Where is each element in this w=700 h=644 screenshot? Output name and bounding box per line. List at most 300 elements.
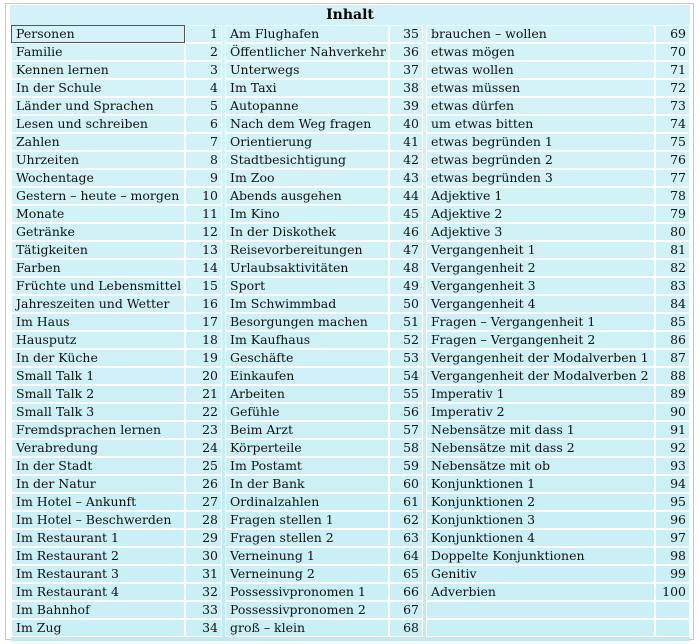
- toc-topic: Adverbien: [426, 583, 655, 601]
- toc-page-number: 95: [655, 493, 690, 511]
- toc-topic: Stadtbesichtigung: [225, 151, 389, 169]
- toc-page-number: 91: [655, 421, 690, 439]
- toc-row: [426, 529, 690, 547]
- toc-topic: In der Stadt: [11, 457, 185, 475]
- toc-row: [426, 43, 690, 61]
- toc-topic: Arbeiten: [225, 385, 389, 403]
- toc-topic: Small Talk 3: [11, 403, 185, 421]
- toc-topic: Konjunktionen 1: [426, 475, 655, 493]
- toc-page-number: 15: [185, 277, 222, 295]
- toc-row: [11, 493, 222, 511]
- toc-topic: etwas begründen 3: [426, 169, 655, 187]
- toc-topic: Im Kino: [225, 205, 389, 223]
- toc-row: [225, 331, 423, 349]
- toc-topic: Autopanne: [225, 97, 389, 115]
- toc-page-number: 30: [185, 547, 222, 565]
- toc-topic: Im Zug: [11, 619, 185, 637]
- toc-row: [426, 313, 690, 331]
- toc-topic: Konjunktionen 3: [426, 511, 655, 529]
- toc-row: [426, 169, 690, 187]
- toc-topic: In der Schule: [11, 79, 185, 97]
- toc-column-2: [225, 25, 423, 637]
- toc-page-number: 8: [185, 151, 222, 169]
- toc-topic: Vergangenheit der Modalverben 2: [426, 367, 655, 385]
- toc-topic: In der Küche: [11, 349, 185, 367]
- toc-topic: Fragen stellen 1: [225, 511, 389, 529]
- toc-page-number: 66: [389, 583, 423, 601]
- toc-row: [225, 457, 423, 475]
- toc-topic: Verneinung 2: [225, 565, 389, 583]
- toc-columns: [11, 25, 690, 641]
- toc-page-number: 62: [389, 511, 423, 529]
- toc-row: [426, 493, 690, 511]
- toc-topic: Vergangenheit 1: [426, 241, 655, 259]
- toc-row: [225, 367, 423, 385]
- toc-topic: Im Taxi: [225, 79, 389, 97]
- toc-row: [426, 331, 690, 349]
- toc-topic: etwas wollen: [426, 61, 655, 79]
- toc-page-number: 90: [655, 403, 690, 421]
- toc-topic: Sport: [225, 277, 389, 295]
- toc-page-number: 69: [655, 25, 690, 43]
- toc-page-number: 42: [389, 151, 423, 169]
- toc-topic: Hausputz: [11, 331, 185, 349]
- toc-page-number: 41: [389, 133, 423, 151]
- toc-topic: Lesen und schreiben: [11, 115, 185, 133]
- toc-row: [426, 349, 690, 367]
- toc-row: [225, 295, 423, 313]
- toc-page-number: 78: [655, 187, 690, 205]
- toc-topic: Im Hotel – Beschwerden: [11, 511, 185, 529]
- toc-topic: Besorgungen machen: [225, 313, 389, 331]
- toc-topic: brauchen – wollen: [426, 25, 655, 43]
- toc-page-number: 73: [655, 97, 690, 115]
- toc-topic: Kennen lernen: [11, 61, 185, 79]
- toc-page-number: 3: [185, 61, 222, 79]
- toc-row: [11, 457, 222, 475]
- toc-topic: Am Flughafen: [225, 25, 389, 43]
- toc-topic: Öffentlicher Nahverkehr: [225, 43, 389, 61]
- toc-row: [11, 241, 222, 259]
- toc-topic: um etwas bitten: [426, 115, 655, 133]
- toc-topic: Zahlen: [11, 133, 185, 151]
- toc-page-number: 87: [655, 349, 690, 367]
- toc-row: [426, 295, 690, 313]
- toc-topic: Urlaubsaktivitäten: [225, 259, 389, 277]
- toc-page-number: 24: [185, 439, 222, 457]
- toc-topic: groß – klein: [225, 619, 389, 637]
- toc-topic: Doppelte Konjunktionen: [426, 547, 655, 565]
- toc-topic: etwas begründen 2: [426, 151, 655, 169]
- toc-topic: Familie: [11, 43, 185, 61]
- toc-topic: etwas begründen 1: [426, 133, 655, 151]
- toc-topic: Im Postamt: [225, 457, 389, 475]
- toc-topic: Nebensätze mit ob: [426, 457, 655, 475]
- toc-row: [225, 223, 423, 241]
- toc-topic: Einkaufen: [225, 367, 389, 385]
- toc-topic: Im Restaurant 3: [11, 565, 185, 583]
- toc-page-number: 56: [389, 403, 423, 421]
- toc-topic: etwas müssen: [426, 79, 655, 97]
- toc-row: [11, 619, 222, 637]
- toc-topic: Unterwegs: [225, 61, 389, 79]
- toc-page-number: 18: [185, 331, 222, 349]
- toc-topic: Vergangenheit der Modalverben 1: [426, 349, 655, 367]
- toc-page-number: 98: [655, 547, 690, 565]
- toc-page-number: 76: [655, 151, 690, 169]
- toc-topic: Vergangenheit 3: [426, 277, 655, 295]
- toc-row: [225, 169, 423, 187]
- toc-topic: Nebensätze mit dass 2: [426, 439, 655, 457]
- toc-page-number: 32: [185, 583, 222, 601]
- toc-page-number: 70: [655, 43, 690, 61]
- toc-topic: In der Bank: [225, 475, 389, 493]
- toc-row: [225, 385, 423, 403]
- toc-page-number: 99: [655, 565, 690, 583]
- toc-topic: Im Restaurant 2: [11, 547, 185, 565]
- toc-page-number: 29: [185, 529, 222, 547]
- toc-page-number: 79: [655, 205, 690, 223]
- toc-topic: Geschäfte: [225, 349, 389, 367]
- toc-row: [11, 43, 222, 61]
- toc-row: [426, 151, 690, 169]
- toc-topic: Körperteile: [225, 439, 389, 457]
- toc-row: [225, 565, 423, 583]
- toc-topic: Verneinung 1: [225, 547, 389, 565]
- toc-page-number: 65: [389, 565, 423, 583]
- toc-row: [225, 529, 423, 547]
- toc-row: [11, 583, 222, 601]
- toc-row: [426, 511, 690, 529]
- toc-row: [11, 169, 222, 187]
- toc-row: [11, 331, 222, 349]
- toc-page-number: 35: [389, 25, 423, 43]
- toc-page-number: 54: [389, 367, 423, 385]
- toc-row: [426, 205, 690, 223]
- toc-row: [426, 277, 690, 295]
- toc-row: [225, 475, 423, 493]
- toc-topic: Jahreszeiten und Wetter: [11, 295, 185, 313]
- toc-page-number: [655, 601, 690, 619]
- toc-row: [426, 547, 690, 565]
- toc-row: [426, 133, 690, 151]
- toc-topic: Gestern – heute – morgen: [11, 187, 185, 205]
- toc-topic: Im Restaurant 4: [11, 583, 185, 601]
- toc-page-number: 89: [655, 385, 690, 403]
- toc-page-number: 71: [655, 61, 690, 79]
- toc-page-number: 20: [185, 367, 222, 385]
- toc-row: [426, 79, 690, 97]
- toc-row: [225, 187, 423, 205]
- toc-page-number: 51: [389, 313, 423, 331]
- toc-topic: Wochentage: [11, 169, 185, 187]
- toc-topic: Vergangenheit 4: [426, 295, 655, 313]
- toc-topic: Adjektive 2: [426, 205, 655, 223]
- toc-page-number: 2: [185, 43, 222, 61]
- toc-row: [225, 619, 423, 637]
- toc-row: [225, 97, 423, 115]
- toc-page-number: 23: [185, 421, 222, 439]
- toc-topic: Länder und Sprachen: [11, 97, 185, 115]
- toc-row: [11, 97, 222, 115]
- toc-page-number: 37: [389, 61, 423, 79]
- toc-row: [225, 511, 423, 529]
- toc-page-number: 13: [185, 241, 222, 259]
- toc-topic: Small Talk 1: [11, 367, 185, 385]
- toc-page-number: 85: [655, 313, 690, 331]
- toc-topic: Adjektive 3: [426, 223, 655, 241]
- toc-page-number: 4: [185, 79, 222, 97]
- toc-page-number: 14: [185, 259, 222, 277]
- toc-row: [11, 187, 222, 205]
- toc-page-number: 46: [389, 223, 423, 241]
- toc-topic: Personen: [11, 25, 185, 43]
- toc-row: [426, 25, 690, 43]
- toc-row: [225, 547, 423, 565]
- toc-page-number: 34: [185, 619, 222, 637]
- toc-page-number: 93: [655, 457, 690, 475]
- toc-row: [426, 223, 690, 241]
- toc-page-number: 26: [185, 475, 222, 493]
- toc-topic: Fragen stellen 2: [225, 529, 389, 547]
- toc-page-number: 72: [655, 79, 690, 97]
- toc-column-1: [11, 25, 222, 637]
- toc-page-number: 58: [389, 439, 423, 457]
- toc-row: [11, 25, 222, 43]
- toc-topic: Konjunktionen 4: [426, 529, 655, 547]
- toc-row: [426, 187, 690, 205]
- toc-page-number: 21: [185, 385, 222, 403]
- toc-page-number: 96: [655, 511, 690, 529]
- toc-topic: Getränke: [11, 223, 185, 241]
- toc-topic: etwas dürfen: [426, 97, 655, 115]
- toc-topic: [426, 601, 655, 619]
- toc-row: [11, 529, 222, 547]
- toc-page-number: 36: [389, 43, 423, 61]
- toc-row: [11, 367, 222, 385]
- toc-page-number: 48: [389, 259, 423, 277]
- toc-row: [426, 457, 690, 475]
- toc-row: [426, 475, 690, 493]
- toc-topic: Im Zoo: [225, 169, 389, 187]
- toc-page-number: 7: [185, 133, 222, 151]
- toc-page-number: 83: [655, 277, 690, 295]
- toc-row: [225, 403, 423, 421]
- toc-row: [11, 349, 222, 367]
- toc-topic: Genitiv: [426, 565, 655, 583]
- toc-page-number: 84: [655, 295, 690, 313]
- toc-page-number: [655, 619, 690, 637]
- toc-row: [225, 349, 423, 367]
- toc-row: [11, 205, 222, 223]
- toc-topic: etwas mögen: [426, 43, 655, 61]
- toc-row: [225, 79, 423, 97]
- toc-row: [225, 25, 423, 43]
- toc-row: [426, 367, 690, 385]
- toc-row: [225, 313, 423, 331]
- toc-row: [225, 601, 423, 619]
- toc-topic: Uhrzeiten: [11, 151, 185, 169]
- toc-row: [426, 115, 690, 133]
- toc-row: [426, 403, 690, 421]
- toc-topic: Im Haus: [11, 313, 185, 331]
- toc-page-number: 67: [389, 601, 423, 619]
- toc-page-number: 80: [655, 223, 690, 241]
- toc-topic: Beim Arzt: [225, 421, 389, 439]
- toc-row: [11, 403, 222, 421]
- toc-page-number: 75: [655, 133, 690, 151]
- toc-row: [426, 583, 690, 601]
- toc-page-number: 27: [185, 493, 222, 511]
- toc-page-number: 16: [185, 295, 222, 313]
- toc-page-number: 64: [389, 547, 423, 565]
- toc-topic: Früchte und Lebensmittel: [11, 277, 185, 295]
- toc-page-number: 5: [185, 97, 222, 115]
- toc-row: [225, 493, 423, 511]
- toc-page-number: 49: [389, 277, 423, 295]
- toc-page-number: 59: [389, 457, 423, 475]
- toc-row: [225, 439, 423, 457]
- toc-page-number: 92: [655, 439, 690, 457]
- toc-row: [225, 115, 423, 133]
- toc-row: [11, 61, 222, 79]
- toc-topic: Im Bahnhof: [11, 601, 185, 619]
- toc-row: [11, 313, 222, 331]
- toc-row: [11, 259, 222, 277]
- toc-row: [225, 421, 423, 439]
- toc-page-number: 38: [389, 79, 423, 97]
- toc-page-number: 44: [389, 187, 423, 205]
- toc-page-number: 61: [389, 493, 423, 511]
- toc-row: [426, 439, 690, 457]
- toc-row: [11, 223, 222, 241]
- toc-row: [11, 133, 222, 151]
- toc-row: [11, 421, 222, 439]
- toc-topic: Possessivpronomen 1: [225, 583, 389, 601]
- toc-page-number: 55: [389, 385, 423, 403]
- toc-topic: Adjektive 1: [426, 187, 655, 205]
- toc-topic: Verabredung: [11, 439, 185, 457]
- toc-page-number: 31: [185, 565, 222, 583]
- toc-page-number: 77: [655, 169, 690, 187]
- toc-row: [426, 259, 690, 277]
- toc-page-number: 74: [655, 115, 690, 133]
- toc-row: [11, 115, 222, 133]
- toc-row: [11, 475, 222, 493]
- toc-page-number: 10: [185, 187, 222, 205]
- toc-row: [11, 385, 222, 403]
- toc-topic: Nach dem Weg fragen: [225, 115, 389, 133]
- toc-row: [11, 151, 222, 169]
- toc-topic: Vergangenheit 2: [426, 259, 655, 277]
- toc-row: [225, 151, 423, 169]
- toc-topic: Reisevorbereitungen: [225, 241, 389, 259]
- toc-topic: Small Talk 2: [11, 385, 185, 403]
- toc-topic: Orientierung: [225, 133, 389, 151]
- toc-topic: Imperativ 1: [426, 385, 655, 403]
- toc-topic: Im Restaurant 1: [11, 529, 185, 547]
- toc-topic: Farben: [11, 259, 185, 277]
- toc-topic: In der Natur: [11, 475, 185, 493]
- toc-row: [11, 511, 222, 529]
- toc-topic: Abends ausgehen: [225, 187, 389, 205]
- toc-page-number: 40: [389, 115, 423, 133]
- toc-row: [426, 97, 690, 115]
- toc-row: [426, 601, 690, 619]
- toc-row: [11, 601, 222, 619]
- toc-page-number: 17: [185, 313, 222, 331]
- toc-row: [11, 439, 222, 457]
- toc-page-number: 19: [185, 349, 222, 367]
- toc-title: Inhalt: [10, 5, 690, 25]
- toc-topic: Monate: [11, 205, 185, 223]
- toc-page-number: 9: [185, 169, 222, 187]
- toc-page-number: 45: [389, 205, 423, 223]
- toc-topic: Tätigkeiten: [11, 241, 185, 259]
- toc-row: [11, 277, 222, 295]
- toc-page-number: 52: [389, 331, 423, 349]
- toc-page-number: 81: [655, 241, 690, 259]
- toc-row: [225, 583, 423, 601]
- toc-topic: Konjunktionen 2: [426, 493, 655, 511]
- toc-page-number: 100: [655, 583, 690, 601]
- toc-row: [426, 565, 690, 583]
- toc-frame: [5, 3, 694, 640]
- toc-page-number: 53: [389, 349, 423, 367]
- toc-topic: Im Schwimmbad: [225, 295, 389, 313]
- toc-page-number: 86: [655, 331, 690, 349]
- toc-page-number: 82: [655, 259, 690, 277]
- toc-page-number: 11: [185, 205, 222, 223]
- toc-row: [426, 619, 690, 637]
- toc-page-number: 6: [185, 115, 222, 133]
- toc-page-number: 39: [389, 97, 423, 115]
- toc-row: [225, 43, 423, 61]
- toc-page-number: 12: [185, 223, 222, 241]
- toc-topic: In der Diskothek: [225, 223, 389, 241]
- toc-row: [11, 547, 222, 565]
- toc-topic: Fremdsprachen lernen: [11, 421, 185, 439]
- toc-topic: Im Hotel – Ankunft: [11, 493, 185, 511]
- toc-topic: Fragen – Vergangenheit 2: [426, 331, 655, 349]
- toc-row: [225, 61, 423, 79]
- toc-topic: Nebensätze mit dass 1: [426, 421, 655, 439]
- toc-topic: [426, 619, 655, 637]
- toc-page-number: 97: [655, 529, 690, 547]
- toc-row: [426, 385, 690, 403]
- toc-row: [225, 259, 423, 277]
- toc-page-number: 63: [389, 529, 423, 547]
- toc-page-number: 94: [655, 475, 690, 493]
- toc-topic: Ordinalzahlen: [225, 493, 389, 511]
- toc-row: [426, 61, 690, 79]
- toc-row: [225, 205, 423, 223]
- toc-row: [11, 295, 222, 313]
- toc-row: [426, 421, 690, 439]
- toc-page-number: 60: [389, 475, 423, 493]
- toc-page-number: 1: [185, 25, 222, 43]
- toc-page-number: 68: [389, 619, 423, 637]
- toc-page-number: 28: [185, 511, 222, 529]
- toc-row: [11, 79, 222, 97]
- toc-page-number: 88: [655, 367, 690, 385]
- toc-page-number: 33: [185, 601, 222, 619]
- toc-row: [225, 241, 423, 259]
- toc-row: [11, 565, 222, 583]
- toc-topic: Gefühle: [225, 403, 389, 421]
- toc-topic: Im Kaufhaus: [225, 331, 389, 349]
- toc-column-3: [426, 25, 690, 637]
